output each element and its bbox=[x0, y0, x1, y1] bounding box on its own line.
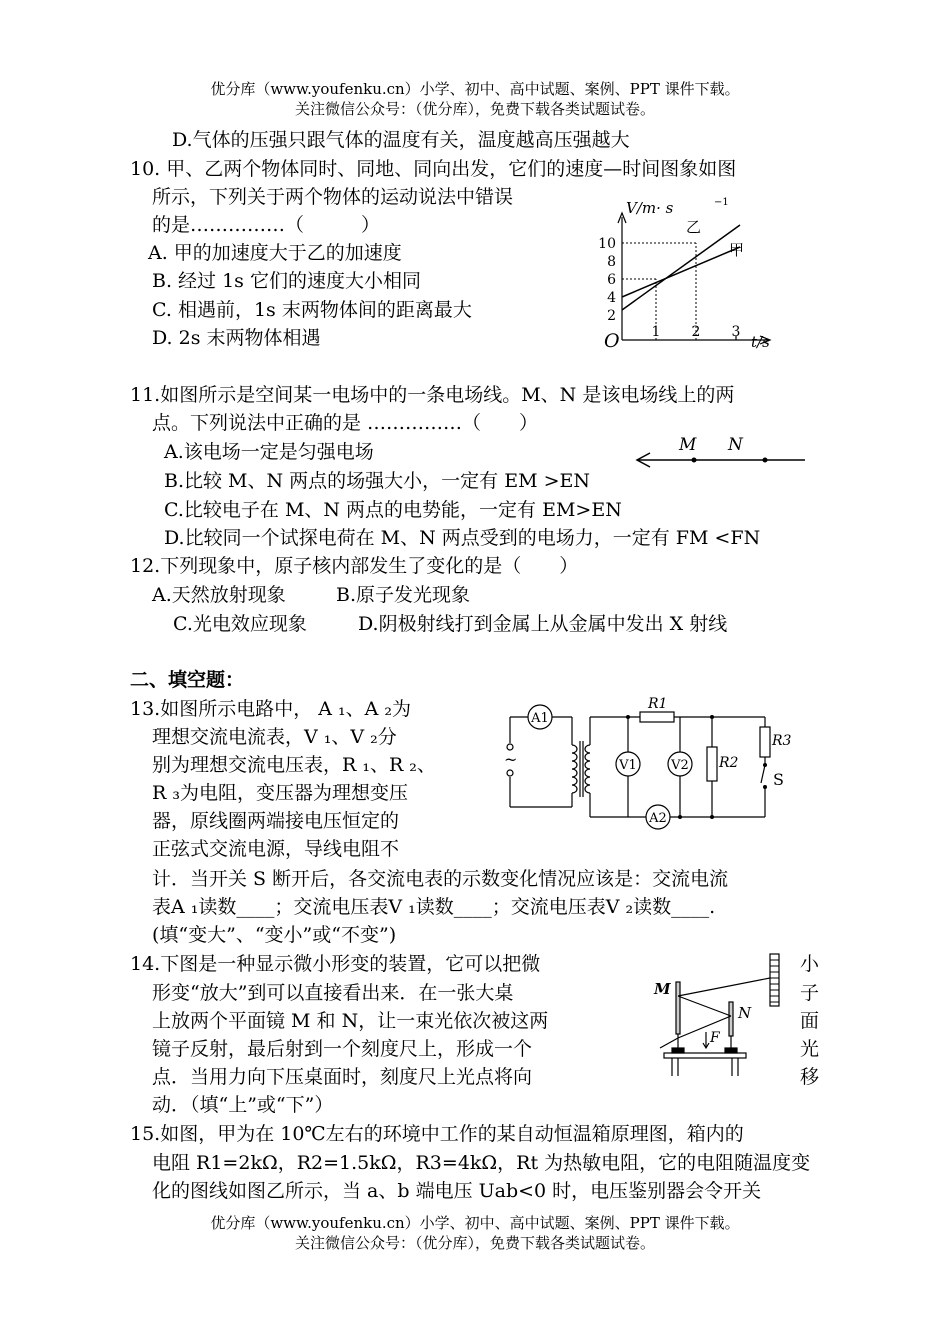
q14-apparatus bbox=[650, 948, 800, 1078]
ytick-4: 4 bbox=[607, 290, 616, 306]
scale-ruler bbox=[770, 954, 779, 1006]
terminal-bottom bbox=[507, 770, 513, 776]
incident-ray bbox=[660, 1038, 678, 1048]
q15-line-1: 15.如图，甲为在 10℃左右的环境中工作的某自动恒温箱原理图，箱内的 bbox=[130, 1123, 744, 1145]
label-n: N bbox=[728, 435, 743, 455]
resistor-r3 bbox=[760, 727, 770, 757]
label-a2: A2 bbox=[649, 811, 667, 826]
q15-line-2: 电阻 R1=2kΩ，R2=1.5kΩ，R3=4kΩ，Rt 为热敏电阻，它的电阻随温度变 bbox=[152, 1152, 811, 1174]
q13-line-1: 13.如图所示电路中， A ₁、A ₂为 bbox=[130, 698, 412, 720]
label-mirror-m: M bbox=[654, 980, 671, 998]
q10-stem-2: 所示，下列关于两个物体的运动说法中错误 bbox=[152, 186, 514, 208]
q12-option-c: C.光电效应现象 bbox=[173, 613, 307, 635]
graph-origin: O bbox=[604, 330, 620, 352]
q13-line-3: 别为理想交流电压表，R ₁、R ₂、 bbox=[152, 754, 436, 776]
q9-option-d: D.气体的压强只跟气体的温度有关，温度越高压强越大 bbox=[172, 129, 630, 151]
graph-y-label: V/m· s bbox=[626, 199, 674, 217]
q15-line-3: 化的图线如图乙所示，当 a、b 端电压 Uab<0 时，电压鉴别器会令开关 bbox=[152, 1180, 762, 1202]
switch-s bbox=[761, 765, 765, 783]
q11-option-d: D.比较同一个试探电荷在 M、N 两点受到的电场力，一定有 FM <FN bbox=[164, 527, 761, 549]
q13-line-2: 理想交流电流表，V ₁、V ₂分 bbox=[152, 726, 397, 748]
label-jia: 甲 bbox=[729, 241, 745, 259]
label-yi: 乙 bbox=[686, 218, 702, 236]
q13-line-5: 器，原线圈两端接电压恒定的 bbox=[152, 810, 400, 832]
primary-coil bbox=[572, 745, 577, 793]
ytick-10: 10 bbox=[598, 236, 616, 252]
q14-line-3: 上放两个平面镜 M 和 N，让一束光依次被这两 bbox=[152, 1010, 549, 1032]
line-yi bbox=[622, 225, 740, 310]
ytick-6: 6 bbox=[607, 272, 616, 288]
q11-field-line bbox=[630, 432, 810, 472]
q10-vt-graph bbox=[590, 195, 790, 355]
q14-line-2: 形变“放大”到可以直接看出来．在一张大桌 bbox=[152, 982, 514, 1004]
label-s: S bbox=[773, 770, 784, 789]
xtick-2: 2 bbox=[691, 324, 701, 340]
q11-option-b: B.比较 M、N 两点的场强大小，一定有 EM >EN bbox=[164, 470, 590, 492]
q10-option-d: D. 2s 末两物体相遇 bbox=[152, 327, 321, 349]
label-v2: V2 bbox=[671, 758, 689, 773]
q14-line-4: 镜子反射，最后射到一个刻度尺上，形成一个 bbox=[152, 1038, 533, 1060]
q13-line-9: (填“变大”、“变小”或“不变”) bbox=[152, 924, 397, 946]
label-a1: A1 bbox=[531, 711, 549, 726]
q12-option-b: B.原子发光现象 bbox=[336, 584, 471, 606]
secondary-coil bbox=[585, 745, 590, 793]
point-n bbox=[763, 458, 768, 463]
q11-option-c: C.比较电子在 M、N 两点的电势能，一定有 EM>EN bbox=[164, 499, 622, 521]
q13-line-4: R ₃为电阻，变压器为理想变压 bbox=[152, 782, 408, 804]
footer-line-2: 关注微信公众号：（优分库），免费下载各类试题试卷。 bbox=[294, 1234, 655, 1252]
label-force: F bbox=[710, 1030, 720, 1046]
q10-option-b: B. 经过 1s 它们的速度大小相同 bbox=[152, 270, 421, 292]
table-top bbox=[664, 1053, 746, 1058]
label-m: M bbox=[679, 435, 697, 455]
q14-side-3: 面 bbox=[800, 1010, 820, 1032]
q10-stem-3: 的是……………（ ） bbox=[152, 214, 381, 236]
q10-option-c: C. 相遇前，1s 末两物体间的距离最大 bbox=[152, 299, 472, 321]
q13-line-8: 表A ₁读数____；交流电压表V ₁读数____；交流电压表V ₂读数____. bbox=[152, 896, 716, 918]
q10-stem-1: 10. 甲、乙两个物体同时、同地、同向出发，它们的速度—时间图象如图 bbox=[130, 158, 737, 180]
q14-side-5: 移 bbox=[800, 1066, 820, 1088]
q10-option-a: A. 甲的加速度大于乙的加速度 bbox=[148, 242, 402, 264]
point-m bbox=[692, 458, 697, 463]
q12-stem: 12.下列现象中，原子核内部发生了变化的是（ ） bbox=[130, 555, 579, 577]
line-jia bbox=[622, 247, 740, 297]
q14-line-1: 14.下图是一种显示微小形变的装置，它可以把微 bbox=[130, 953, 541, 975]
q11-stem-2: 点。下列说法中正确的是 ……………（ ） bbox=[152, 412, 539, 434]
label-v1: V1 bbox=[619, 758, 637, 773]
q13-line-7: 计．当开关 S 断开后，各交流电表的示数变化情况应该是：交流电流 bbox=[152, 868, 729, 890]
q14-line-6: 动．（填“上”或“下”） bbox=[152, 1094, 334, 1116]
q12-option-a: A.天然放射现象 bbox=[152, 584, 286, 606]
label-mirror-n: N bbox=[738, 1004, 752, 1022]
graph-x-label: t/s bbox=[751, 333, 770, 351]
mirror-n bbox=[729, 1002, 733, 1036]
section-2-title: 二、填空题： bbox=[130, 669, 245, 691]
footer-line-1: 优分库（www.youfenku.cn）小学、初中、高中试题、案例、PPT 课件下载。 bbox=[210, 1214, 740, 1232]
xtick-1: 1 bbox=[651, 324, 661, 340]
q14-side-4: 光 bbox=[800, 1038, 820, 1060]
q14-side-1: 小 bbox=[800, 953, 820, 975]
label-r1: R1 bbox=[648, 696, 668, 712]
q11-option-a: A.该电场一定是匀强电场 bbox=[164, 441, 374, 463]
q14-line-5: 点．当用力向下压桌面时，刻度尺上光点将向 bbox=[152, 1066, 533, 1088]
ytick-8: 8 bbox=[607, 254, 616, 270]
ray-to-scale bbox=[678, 978, 770, 996]
q14-side-2: 子 bbox=[800, 982, 820, 1004]
header-line-1: 优分库（www.youfenku.cn）小学、初中、高中试题、案例、PPT 课件下载。 bbox=[210, 80, 740, 98]
graph-y-label-exp: −1 bbox=[714, 197, 729, 208]
label-r3: R3 bbox=[772, 733, 792, 749]
header-line-2: 关注微信公众号：（优分库），免费下载各类试题试卷。 bbox=[294, 100, 655, 118]
q13-circuit bbox=[500, 695, 800, 835]
ac-source-symbol: ~ bbox=[504, 750, 518, 769]
ray-between-mirrors bbox=[678, 996, 731, 1016]
mirror-m bbox=[676, 982, 680, 1034]
label-r2: R2 bbox=[719, 755, 739, 771]
resistor-r2 bbox=[707, 747, 717, 781]
q13-line-6: 正弦式交流电源，导线电阻不 bbox=[152, 838, 400, 860]
q12-option-d: D.阴极射线打到金属上从金属中发出 X 射线 bbox=[358, 613, 728, 635]
ytick-2: 2 bbox=[607, 308, 616, 324]
resistor-r1 bbox=[640, 712, 674, 722]
q11-stem-1: 11.如图所示是空间某一电场中的一条电场线。M、N 是该电场线上的两 bbox=[130, 384, 735, 406]
xtick-3: 3 bbox=[731, 324, 741, 340]
